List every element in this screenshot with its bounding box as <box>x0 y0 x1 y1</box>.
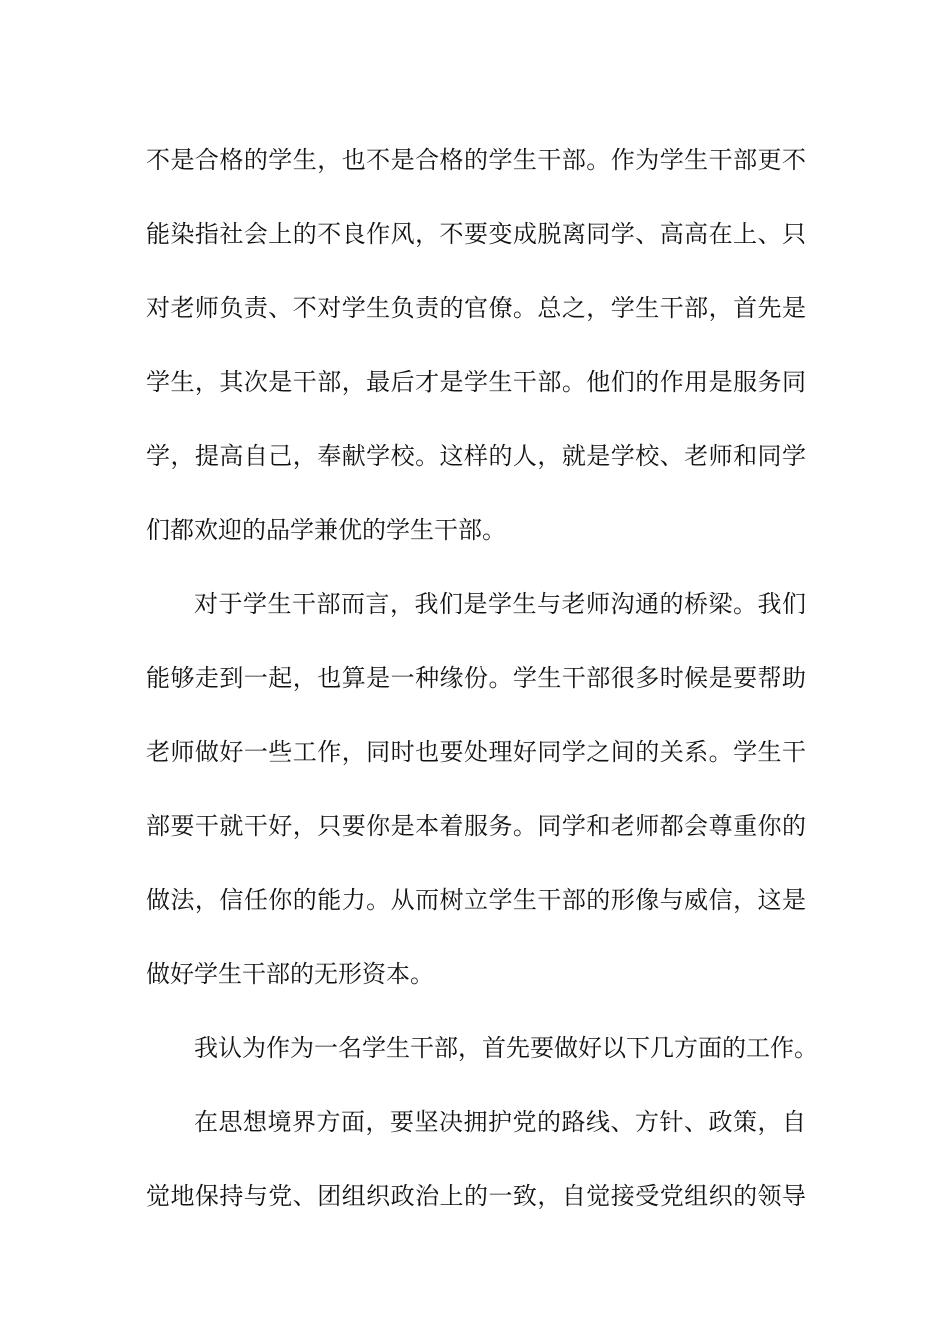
text-line: 能够走到一起，也算是一种缘份。学生干部很多时候是要帮助 <box>146 664 806 692</box>
text-line: 能染指社会上的不良作风，不要变成脱离同学、高高在上、只 <box>146 220 806 248</box>
text-line: 学生，其次是干部，最后才是学生干部。他们的作用是服务同 <box>146 368 806 396</box>
text-line: 觉地保持与党、团组织政治上的一致，自觉接受党组织的领导 <box>146 1182 806 1210</box>
document-body <box>146 128 818 1238</box>
paragraph-first-line: 我认为作为一名学生干部，首先要做好以下几方面的工作。 <box>194 1034 818 1062</box>
text-line: 部要干就干好，只要你是本着服务。同学和老师都会尊重你的 <box>146 812 806 840</box>
text-line: 老师做好一些工作，同时也要处理好同学之间的关系。学生干 <box>146 738 806 766</box>
text-line: 做法，信任你的能力。从而树立学生干部的形像与威信，这是 <box>146 886 806 914</box>
text-line: 对老师负责、不对学生负责的官僚。总之，学生干部，首先是 <box>146 294 806 322</box>
text-line: 们都欢迎的品学兼优的学生干部。 <box>146 516 506 544</box>
paragraph-first-line: 在思想境界方面，要坚决拥护党的路线、方针、政策，自 <box>194 1108 806 1136</box>
paragraph-first-line: 对于学生干部而言，我们是学生与老师沟通的桥梁。我们 <box>194 590 806 618</box>
text-line: 学，提高自己，奉献学校。这样的人，就是学校、老师和同学 <box>146 442 806 470</box>
text-line: 不是合格的学生，也不是合格的学生干部。作为学生干部更不 <box>146 146 806 174</box>
text-line: 做好学生干部的无形资本。 <box>146 960 434 988</box>
